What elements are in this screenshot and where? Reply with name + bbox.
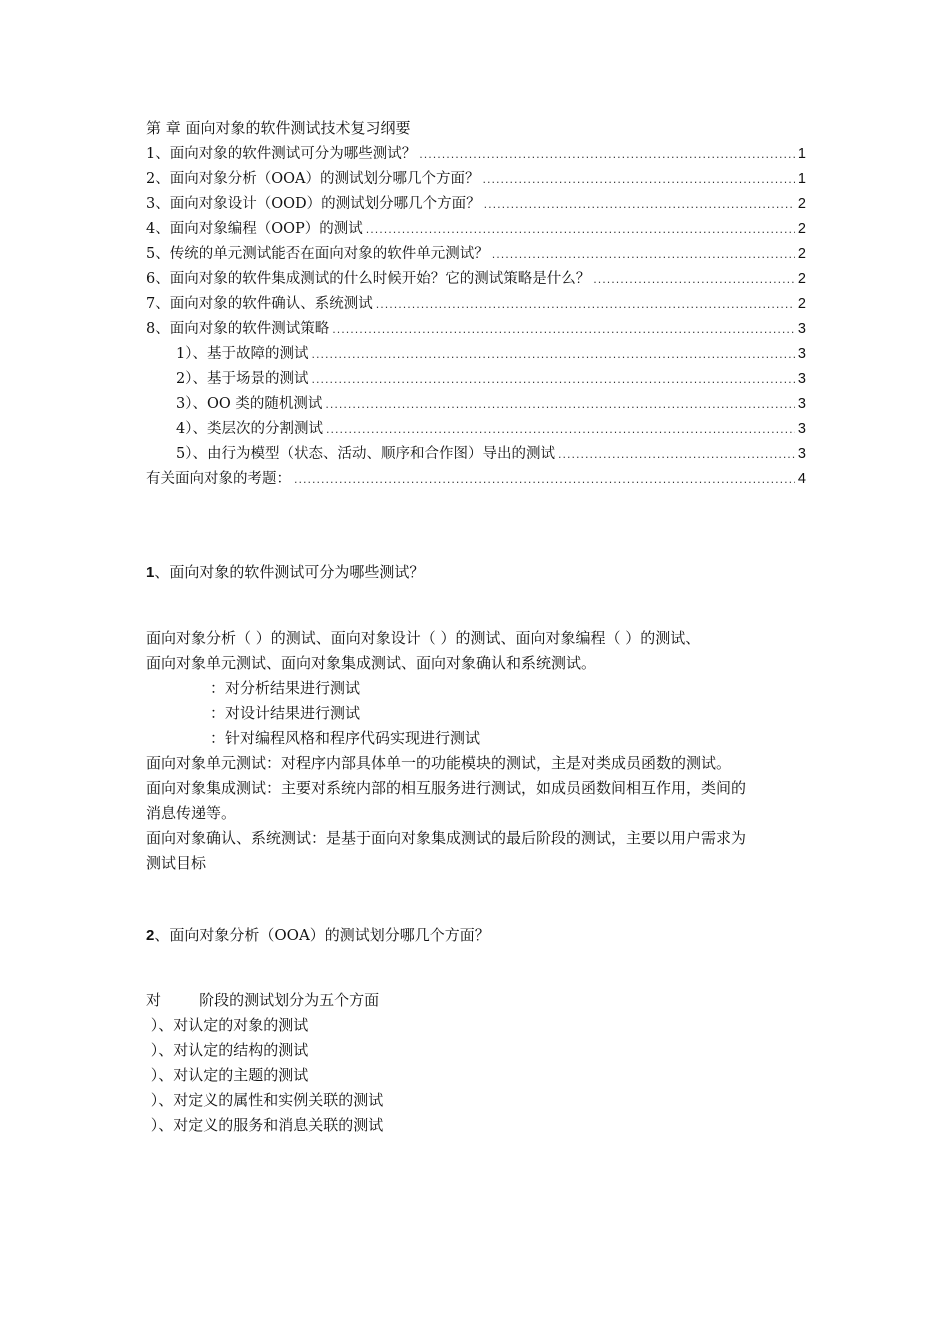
table-of-contents bbox=[146, 142, 806, 492]
toc-entry-label: 4）、类层次的分割测试 bbox=[176, 421, 323, 437]
toc-page-number: 3 bbox=[797, 371, 806, 387]
toc-entry-label: 6、面向对象的软件集成测试的什么时候开始？它的测试策略是什么？ bbox=[146, 271, 591, 287]
toc-leader bbox=[311, 342, 794, 367]
toc-leader bbox=[484, 192, 795, 217]
toc-entry[interactable] bbox=[146, 142, 806, 167]
toc-leader bbox=[326, 417, 795, 442]
section-2-body bbox=[146, 988, 810, 1138]
toc-entry[interactable] bbox=[146, 242, 806, 267]
section-1-body bbox=[146, 626, 810, 876]
toc-leader bbox=[482, 167, 794, 192]
toc-page-number: 2 bbox=[797, 196, 806, 212]
toc-page-number: 2 bbox=[797, 271, 806, 287]
toc-subentry[interactable] bbox=[146, 417, 806, 442]
toc-entry-label: 5）、由行为模型（状态、活动、顺序和合作图）导出的测试 bbox=[176, 446, 555, 462]
toc-entry[interactable] bbox=[146, 167, 806, 192]
toc-page-number: 1 bbox=[797, 146, 806, 162]
list-item: ）、对认定的对象的测试 bbox=[146, 1016, 309, 1034]
toc-entry[interactable] bbox=[146, 192, 806, 217]
toc-leader bbox=[558, 442, 795, 467]
toc-leader bbox=[419, 142, 795, 167]
toc-entry-label: 7、面向对象的软件确认、系统测试 bbox=[146, 296, 373, 312]
body-line: ：针对编程风格和程序代码实现进行测试 bbox=[210, 729, 481, 747]
body-line: 面向对象单元测试、面向对象集成测试、面向对象确认和系统测试。 bbox=[146, 654, 597, 672]
list-item: ）、对认定的主题的测试 bbox=[146, 1066, 309, 1084]
toc-subentry[interactable] bbox=[146, 342, 806, 367]
section-2-heading bbox=[146, 924, 490, 945]
toc-page-number: 3 bbox=[797, 321, 806, 337]
toc-entry-label: 3、面向对象设计（OOD）的测试划分哪几个方面？ bbox=[146, 196, 481, 212]
toc-entry[interactable] bbox=[146, 267, 806, 292]
toc-page-number: 2 bbox=[797, 246, 806, 262]
toc-entry[interactable] bbox=[146, 317, 806, 342]
body-line: 面向对象确认、系统测试：是基于面向对象集成测试的最后阶段的测试，主要以用户需求为 bbox=[146, 829, 747, 847]
section-1-heading bbox=[146, 561, 424, 582]
body-line: 面向对象单元测试：对程序内部具体单一的功能模块的测试，主是对类成员函数的测试。 bbox=[146, 754, 732, 772]
toc-leader bbox=[332, 317, 795, 342]
toc-entry[interactable] bbox=[146, 292, 806, 317]
toc-subentry[interactable] bbox=[146, 442, 806, 467]
toc-page-number: 4 bbox=[797, 471, 806, 487]
toc-leader bbox=[294, 467, 795, 492]
toc-title: 第 章 面向对象的软件测试技术复习纲要 bbox=[146, 119, 411, 137]
toc-leader bbox=[366, 217, 795, 242]
body-line: 对 阶段的测试划分为五个方面 bbox=[146, 991, 380, 1009]
list-item: ）、对认定的结构的测试 bbox=[146, 1041, 309, 1059]
body-line: 消息传递等。 bbox=[146, 804, 237, 822]
section-title: 、面向对象的软件测试可分为哪些测试？ bbox=[154, 563, 425, 581]
list-item: ）、对定义的属性和实例关联的测试 bbox=[146, 1091, 384, 1109]
toc-entry-label: 1）、基于故障的测试 bbox=[176, 346, 309, 362]
toc-page-number: 3 bbox=[797, 346, 806, 362]
body-line: ：对分析结果进行测试 bbox=[210, 679, 361, 697]
toc-leader bbox=[492, 242, 795, 267]
toc-entry-label: 2、面向对象分析（OOA）的测试划分哪几个方面？ bbox=[146, 171, 480, 187]
toc-page-number: 3 bbox=[797, 396, 806, 412]
toc-page-number: 3 bbox=[797, 446, 806, 462]
section-number: 2 bbox=[146, 927, 155, 944]
body-line: 测试目标 bbox=[146, 854, 207, 872]
toc-entry[interactable] bbox=[146, 467, 806, 492]
toc-entry-label: 有关面向对象的考题： bbox=[146, 471, 291, 487]
body-line: 面向对象集成测试：主要对系统内部的相互服务进行测试，如成员函数间相互作用，类间的 bbox=[146, 779, 747, 797]
toc-page-number: 2 bbox=[797, 221, 806, 237]
body-line: 面向对象分析（ ）的测试、面向对象设计（ ）的测试、面向对象编程（ ）的测试、 bbox=[146, 629, 701, 647]
section-title: 、面向对象分析（OOA）的测试划分哪几个方面？ bbox=[154, 926, 490, 944]
toc-leader bbox=[311, 367, 794, 392]
toc-entry[interactable] bbox=[146, 217, 806, 242]
toc-leader bbox=[376, 292, 795, 317]
toc-entry-label: 2）、基于场景的测试 bbox=[176, 371, 309, 387]
toc-page-number: 3 bbox=[797, 421, 806, 437]
toc-subentry[interactable] bbox=[146, 367, 806, 392]
section-number: 1 bbox=[146, 564, 155, 581]
toc-page-number: 1 bbox=[797, 171, 806, 187]
toc-entry-label: 8、面向对象的软件测试策略 bbox=[146, 321, 330, 337]
toc-entry-label: 4、面向对象编程（OOP）的测试 bbox=[146, 221, 363, 237]
toc-leader bbox=[325, 392, 795, 417]
toc-leader bbox=[593, 267, 795, 292]
toc-entry-label: 5、传统的单元测试能否在面向对象的软件单元测试？ bbox=[146, 246, 489, 262]
toc-subentry[interactable] bbox=[146, 392, 806, 417]
body-line: ：对设计结果进行测试 bbox=[210, 704, 361, 722]
toc-page-number: 2 bbox=[797, 296, 806, 312]
list-item: ）、对定义的服务和消息关联的测试 bbox=[146, 1116, 384, 1134]
toc-entry-label: 3）、OO 类的随机测试 bbox=[176, 396, 323, 412]
toc-entry-label: 1、面向对象的软件测试可分为哪些测试？ bbox=[146, 146, 417, 162]
